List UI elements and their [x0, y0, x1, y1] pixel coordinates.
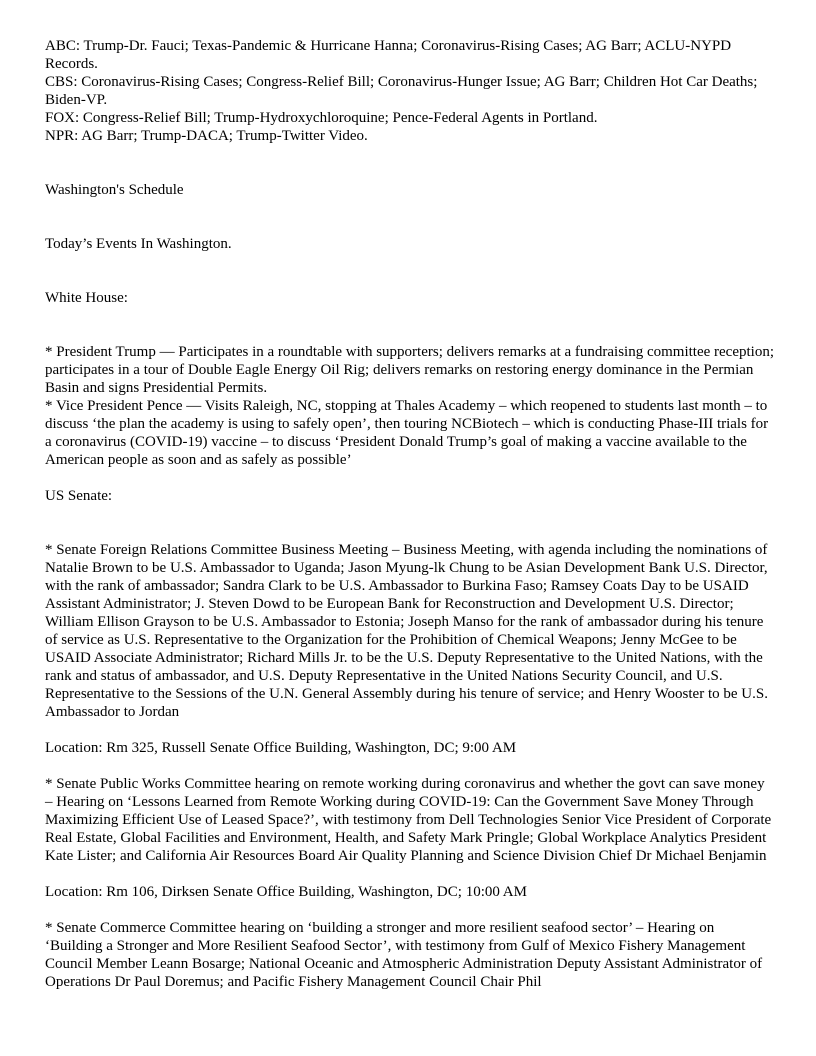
events-heading: Today’s Events In Washington.	[45, 236, 232, 252]
white-house-item-trump: * President Trump — Participates in a roundtable with supporters; delivers remarks at a fundraising committee reception; participates in a tour of Double Eagle Energy Oil Rig; delivers remarks on restoring energy dominance in the Permian Basin and signs Presidential Permits.	[45, 344, 775, 396]
senate-heading: US Senate:	[45, 488, 113, 504]
white-house-item-pence: * Vice President Pence — Visits Raleigh, NC, stopping at Thales Academy – which reopened to students last month – to discuss ‘the plan the academy is using to safely open’, then touring NCBiotech – which is conducting Phase-III trials for a coronavirus (COVID-19) vaccine – to discuss ‘President Donald Trump’s goal of making a vaccine available to the American people as soon and as safely as possible’	[45, 398, 769, 468]
network-line-abc: ABC: Trump-Dr. Fauci; Texas-Pandemic & Hurricane Hanna; Coronavirus-Rising Cases; AG Barr; ACLU-NYPD Records.	[45, 38, 732, 72]
senate-location-1: Location: Rm 325, Russell Senate Office Building, Washington, DC; 9:00 AM	[45, 740, 517, 756]
senate-item-foreign-relations: * Senate Foreign Relations Committee Business Meeting – Business Meeting, with agenda including the nominations of Natalie Brown to be U.S. Ambassador to Uganda; Jason Myung-lk Chung to be Asian Development Bank U.S. Director, with the rank of ambassador; Sandra Clark to be U.S. Ambassador to Burkina Faso; Ramsey Coats Day to be USAID Assistant Administrator; J. Steven Dowd to be European Bank for Reconstruction and Development U.S. Director; William Ellison Grayson to be U.S. Ambassador to Estonia; Joseph Manso for the rank of ambassador during his tenure of service as U.S. Representative to the Organization for the Prohibition of Chemical Weapons; Jenny McGee to be USAID Associate Administrator; Richard Mills Jr. to be the U.S. Deputy Representative to the United Nations, with the rank and status of ambassador, and U.S. Deputy Representative in the United Nations Security Council, and U.S. Representative to the Sessions of the U.N. General Assembly during his tenure of service; and Henry Wooster to be U.S. Ambassador to Jordan	[45, 542, 768, 720]
schedule-heading: Washington's Schedule	[45, 182, 184, 198]
network-line-npr: NPR: AG Barr; Trump-DACA; Trump-Twitter Video.	[45, 128, 368, 144]
white-house-heading: White House:	[45, 290, 128, 306]
document-page	[45, 37, 775, 991]
network-summary	[45, 37, 775, 145]
senate-item-commerce: * Senate Commerce Committee hearing on ‘building a stronger and more resilient seafood sector’ – Hearing on ‘Building a Stronger and More Resilient Seafood Sector’, with testimony from Gulf of Mexico Fishery Management Council Member Leann Bosarge; National Oceanic and Atmospheric Administration Deputy Assistant Administrator of Operations Dr Paul Doremus; and Pacific Fishery Management Council Chair Phil	[45, 920, 763, 990]
network-line-fox: FOX: Congress-Relief Bill; Trump-Hydroxychloroquine; Pence-Federal Agents in Portland.	[45, 110, 598, 126]
network-line-cbs: CBS: Coronavirus-Rising Cases; Congress-Relief Bill; Coronavirus-Hunger Issue; AG Barr; Children Hot Car Deaths; Biden-VP.	[45, 74, 758, 108]
senate-location-2: Location: Rm 106, Dirksen Senate Office Building, Washington, DC; 10:00 AM	[45, 884, 527, 900]
senate-item-public-works: * Senate Public Works Committee hearing on remote working during coronavirus and whether the govt can save money – Hearing on ‘Lessons Learned from Remote Working during COVID-19: Can the Government Save Money Through Maximizing Efficient Use of Leased Space?’, with testimony from Dell Technologies Senior Vice President of Corporate Real Estate, Global Facilities and Environment, Health, and Safety Mark Pringle; Global Workplace Analytics President Kate Lister; and California Air Resources Board Air Quality Planning and Science Division Chief Dr Michael Benjamin	[45, 776, 772, 864]
